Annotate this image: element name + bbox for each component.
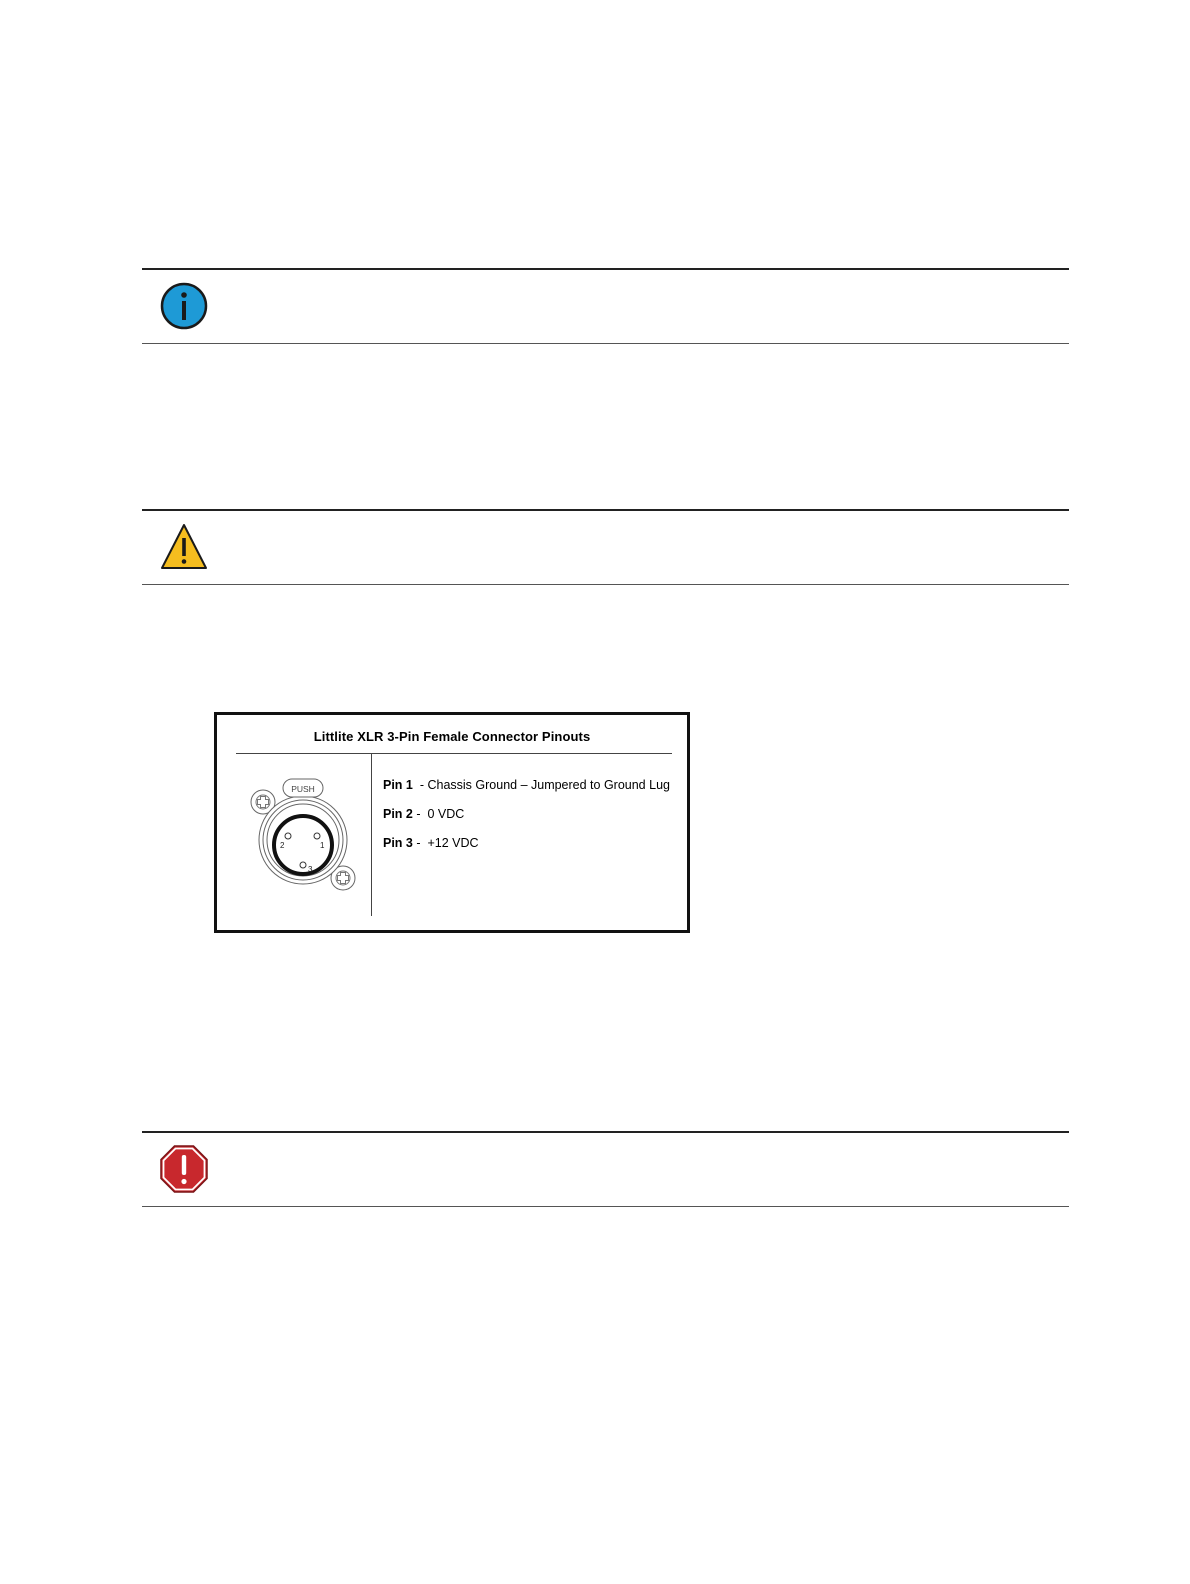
pin-list <box>383 778 683 865</box>
pin-separator: - <box>412 807 428 821</box>
pin-3-hole <box>300 862 306 868</box>
pin-row <box>383 836 683 865</box>
pinout-figure <box>214 712 690 933</box>
divider <box>371 754 372 916</box>
pin-number: 1 <box>320 841 325 850</box>
pin-row <box>383 778 683 807</box>
pin-separator: - <box>412 778 428 792</box>
info-icon <box>159 281 209 331</box>
pin-label: Pin 1 <box>383 778 413 792</box>
warning-icon <box>159 1144 209 1194</box>
pin-separator: - <box>412 836 428 850</box>
pin-description: 0 VDC <box>427 807 465 821</box>
pin-1-hole <box>314 833 320 839</box>
warning-callout <box>142 1131 1069 1207</box>
pin-description: Chassis Ground – Jumpered to Ground Lug <box>427 778 670 792</box>
pin-label: Pin 2 <box>383 807 413 821</box>
push-label: PUSH <box>291 784 315 794</box>
pin-number: 2 <box>280 841 285 850</box>
pin-label: Pin 3 <box>383 836 413 850</box>
xlr-connector-diagram <box>247 773 359 891</box>
caution-icon <box>159 522 209 572</box>
divider <box>236 753 672 754</box>
caution-callout <box>142 509 1069 585</box>
pin-description: +12 VDC <box>427 836 479 850</box>
note-callout <box>142 268 1069 344</box>
pin-number: 3 <box>308 865 313 874</box>
pin-row <box>383 807 683 836</box>
pin-2-hole <box>285 833 291 839</box>
pinout-title: Littlite XLR 3-Pin Female Connector Pinouts <box>313 729 591 744</box>
